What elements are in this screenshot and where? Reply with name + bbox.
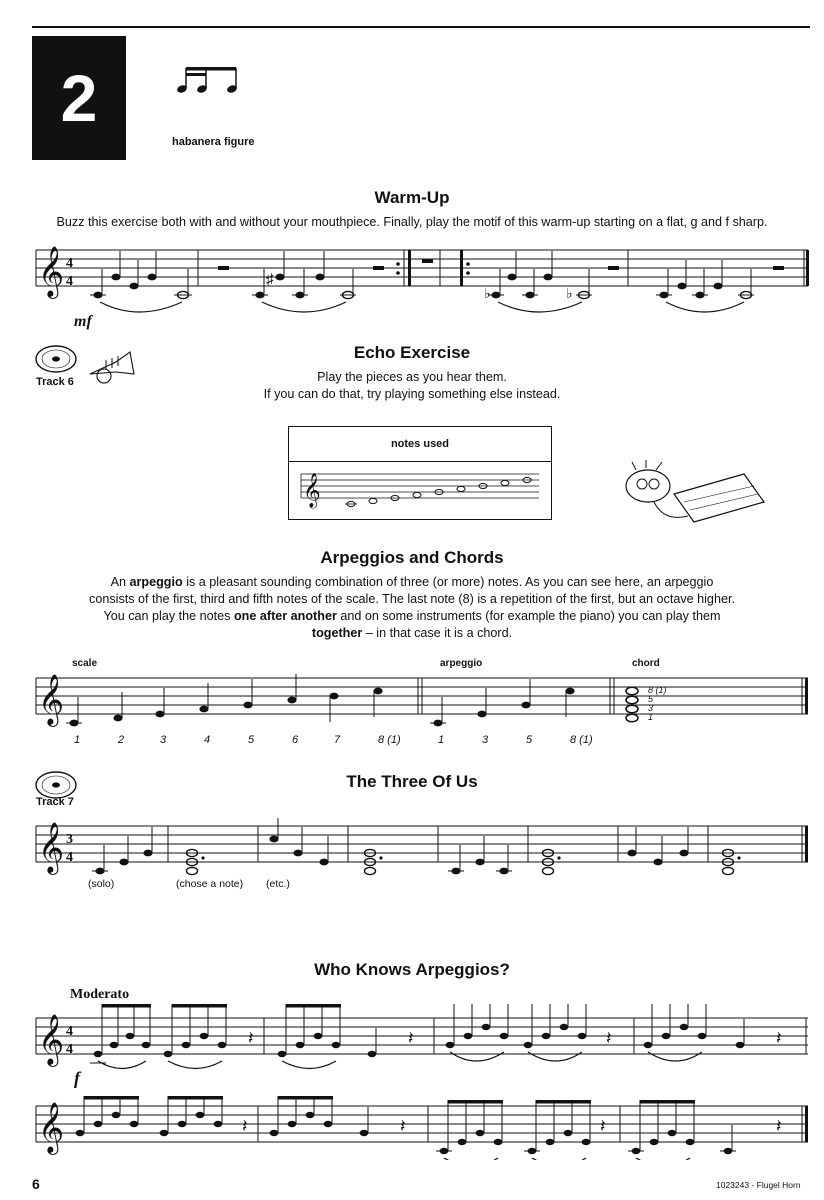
- scale-degree-number: 2: [118, 734, 125, 746]
- arpeggios-para-line-1: [0, 574, 824, 591]
- svg-text:♭: ♭: [566, 287, 573, 302]
- rhythm-figure-icon: [172, 60, 252, 100]
- svg-text:3: 3: [66, 832, 73, 847]
- arpeggio-label: arpeggio: [440, 658, 483, 669]
- arpeggios-text: is a pleasant sounding combination of three (or more) notes. As you can see here, an arpeggio: [182, 575, 714, 589]
- svg-text:4: 4: [66, 850, 73, 865]
- track-6-label: Track 6: [36, 376, 74, 388]
- warmup-instruction: Buzz this exercise both with and without your mouthpiece. Finally, play the motif of this warm-up starting on a flat, g and f sharp.: [56, 215, 768, 229]
- notes-used-staff: [289, 462, 551, 518]
- echo-line-1: Play the pieces as you hear them.: [317, 370, 507, 384]
- warmup-dynamic: mf: [74, 313, 92, 330]
- arpeggios-para-line-3: [0, 608, 824, 625]
- arpeggios-para-line-4: [0, 625, 824, 642]
- etc-label: (etc.): [266, 878, 290, 890]
- chord-degree-number: 5: [648, 694, 654, 704]
- scale-staff: [28, 668, 818, 738]
- chord-degree-number: 8 (1): [648, 685, 667, 695]
- top-rule: [32, 26, 810, 28]
- arpeggios-text: An: [110, 575, 130, 589]
- catalog-code: 1023243 - Flugel Horn: [716, 1180, 801, 1190]
- tempo-marking: Moderato: [70, 987, 130, 1002]
- track-7-label: Track 7: [36, 796, 74, 808]
- echo-line-2: If you can do that, try playing something else instead.: [263, 387, 561, 401]
- scale-label: scale: [72, 658, 98, 669]
- chord-degree-number: 1: [648, 712, 654, 722]
- svg-text:𝄽: 𝄽: [606, 1028, 612, 1048]
- svg-text:4: 4: [66, 1042, 73, 1057]
- svg-text:♯: ♯: [266, 272, 274, 288]
- scale-degree-number: 1: [74, 734, 81, 746]
- cartoon-reader-icon: [614, 456, 774, 530]
- arpeggio-degree-number: 1: [438, 734, 445, 746]
- echo-title: Echo Exercise: [353, 343, 471, 362]
- three-title: The Three Of Us: [346, 772, 478, 791]
- arpeggio-degree-number: 8 (1): [570, 734, 593, 746]
- svg-text:4: 4: [66, 256, 73, 271]
- scale-degree-number: 4: [204, 734, 211, 746]
- together-term: together: [311, 626, 363, 640]
- svg-text:𝄞: 𝄞: [38, 675, 65, 724]
- chord-numbers: [648, 686, 688, 730]
- notes-used-box: [288, 426, 552, 520]
- scale-numbers: [0, 734, 824, 750]
- svg-text:𝄽: 𝄽: [776, 1116, 782, 1136]
- arpeggios-text: – in that case it is a chord.: [362, 626, 513, 640]
- svg-text:𝄽: 𝄽: [242, 1116, 248, 1136]
- solo-label: (solo): [88, 878, 115, 890]
- who-staff-2: [28, 1096, 818, 1160]
- svg-text:𝄽: 𝄽: [400, 1116, 406, 1136]
- arpeggios-para-line-2: consists of the first, third and fifth notes of the scale. The last note (8) is a repetition of the first, but an octave higher.: [89, 592, 735, 606]
- chord-label: chord: [632, 658, 660, 669]
- svg-text:4: 4: [66, 1024, 73, 1039]
- svg-text:𝄞: 𝄞: [303, 474, 321, 507]
- svg-text:4: 4: [66, 274, 73, 289]
- scale-degree-number: 7: [334, 734, 341, 746]
- page-number: 6: [32, 1176, 40, 1192]
- svg-text:𝄞: 𝄞: [38, 1103, 65, 1152]
- warmup-title: Warm-Up: [374, 188, 450, 207]
- arpeggio-degree-number: 5: [526, 734, 533, 746]
- svg-text:𝄞: 𝄞: [38, 247, 65, 296]
- scale-degree-number: 6: [292, 734, 299, 746]
- notes-used-label: notes used: [289, 427, 551, 462]
- who-staff-1: [28, 1004, 818, 1088]
- svg-text:𝄞: 𝄞: [38, 1015, 65, 1064]
- arpeggios-text: You can play the notes: [103, 609, 234, 623]
- arpeggios-title: Arpeggios and Chords: [320, 548, 504, 567]
- scale-degree-number: 3: [160, 734, 167, 746]
- warmup-staff: [28, 236, 818, 336]
- svg-text:𝄽: 𝄽: [600, 1116, 606, 1136]
- three-staff: [28, 818, 818, 878]
- svg-text:𝄞: 𝄞: [38, 823, 65, 872]
- who-title: Who Knows Arpeggios?: [314, 960, 510, 979]
- arpeggio-degree-number: 3: [482, 734, 489, 746]
- svg-text:𝄽: 𝄽: [248, 1028, 254, 1048]
- svg-text:𝄽: 𝄽: [408, 1028, 414, 1048]
- who-dynamic: f: [74, 1068, 80, 1088]
- svg-text:𝄽: 𝄽: [776, 1028, 782, 1048]
- scale-degree-number: 5: [248, 734, 255, 746]
- chapter-number-box: [32, 36, 126, 160]
- arpeggio-term: arpeggio: [129, 575, 183, 589]
- scale-degree-number: 8 (1): [378, 734, 401, 746]
- rhythm-label: habanera figure: [172, 136, 255, 148]
- chord-degree-number: 3: [648, 703, 654, 713]
- arpeggios-text: and on some instruments (for example the piano) you can play them: [336, 609, 721, 623]
- chose-a-note-label: (chose a note): [176, 878, 244, 890]
- one-after-another-term: one after another: [233, 609, 337, 623]
- svg-text:♭: ♭: [484, 287, 491, 302]
- chapter-number: 2: [60, 61, 98, 135]
